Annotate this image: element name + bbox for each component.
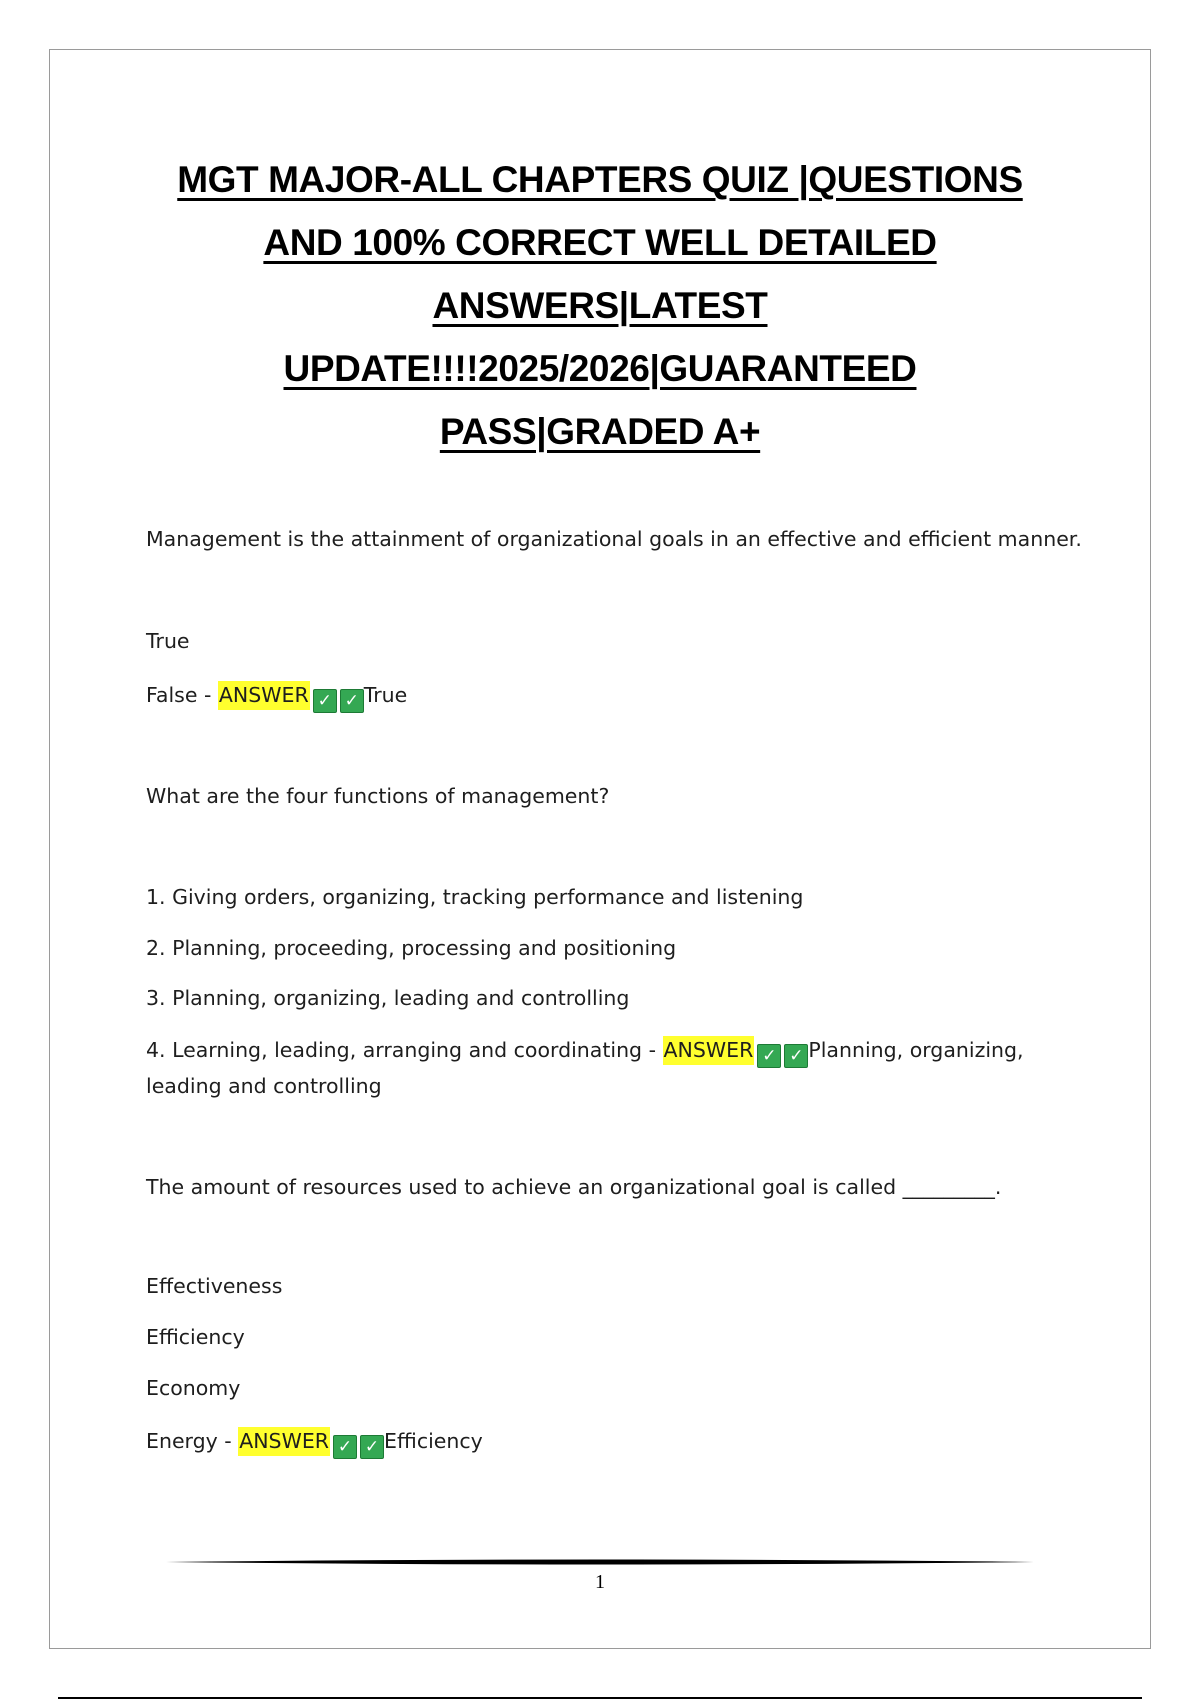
question-2-answer-line-1: Planning, organizing,	[808, 1038, 1024, 1062]
question-3-option-2: Efficiency	[146, 1325, 245, 1349]
next-page-edge	[58, 1697, 1142, 1699]
page-number: 1	[595, 1571, 605, 1593]
check-mark-icon: ✓	[784, 1044, 808, 1068]
title-line-5: PASS|GRADED A+	[439, 411, 761, 452]
check-mark-icon: ✓	[757, 1044, 781, 1068]
question-3-option-1: Effectiveness	[146, 1274, 283, 1298]
title-line-4: UPDATE!!!!2025/2026|GUARANTEED	[283, 348, 917, 389]
footer-divider	[166, 1558, 1034, 1566]
title-line-1: MGT MAJOR-ALL CHAPTERS QUIZ |QUESTIONS	[177, 159, 1023, 200]
question-2-option-3: 3. Planning, organizing, leading and controlling	[146, 986, 630, 1010]
question-2-option-2: 2. Planning, proceeding, processing and positioning	[146, 936, 677, 960]
question-1-answer: True	[363, 683, 408, 707]
question-2-option-1: 1. Giving orders, organizing, tracking performance and listening	[146, 885, 804, 909]
title-line-3: ANSWERS|LATEST	[432, 285, 768, 326]
question-1-option-2: False -	[146, 683, 218, 707]
question-1-text: Management is the attainment of organizational goals in an effective and efficient manner.	[146, 527, 1082, 551]
check-mark-icon: ✓	[333, 1435, 357, 1459]
document-title	[150, 148, 1050, 463]
title-line-2: AND 100% CORRECT WELL DETAILED	[263, 222, 937, 263]
question-2-option-4: 4. Learning, leading, arranging and coordinating -	[146, 1038, 663, 1062]
question-1-option-2-with-answer	[146, 683, 407, 713]
check-mark-icon: ✓	[340, 689, 364, 713]
question-2-text: What are the four functions of management?	[146, 784, 610, 808]
question-1-option-1: True	[146, 629, 190, 653]
check-mark-icon: ✓	[360, 1435, 384, 1459]
answer-highlight: ANSWER	[238, 1427, 330, 1456]
answer-highlight: ANSWER	[663, 1036, 755, 1065]
question-2-answer-line-2: leading and controlling	[146, 1074, 382, 1098]
question-3-option-3: Economy	[146, 1376, 241, 1400]
question-3-option-4: Energy -	[146, 1429, 239, 1453]
question-2-option-4-with-answer	[146, 1038, 1024, 1068]
answer-highlight: ANSWER	[218, 681, 310, 710]
question-3-answer: Efficiency	[384, 1429, 483, 1453]
check-mark-icon: ✓	[313, 689, 337, 713]
question-3-option-4-with-answer	[146, 1429, 483, 1459]
question-3-text: The amount of resources used to achieve an organizational goal is called _________.	[146, 1175, 1002, 1199]
